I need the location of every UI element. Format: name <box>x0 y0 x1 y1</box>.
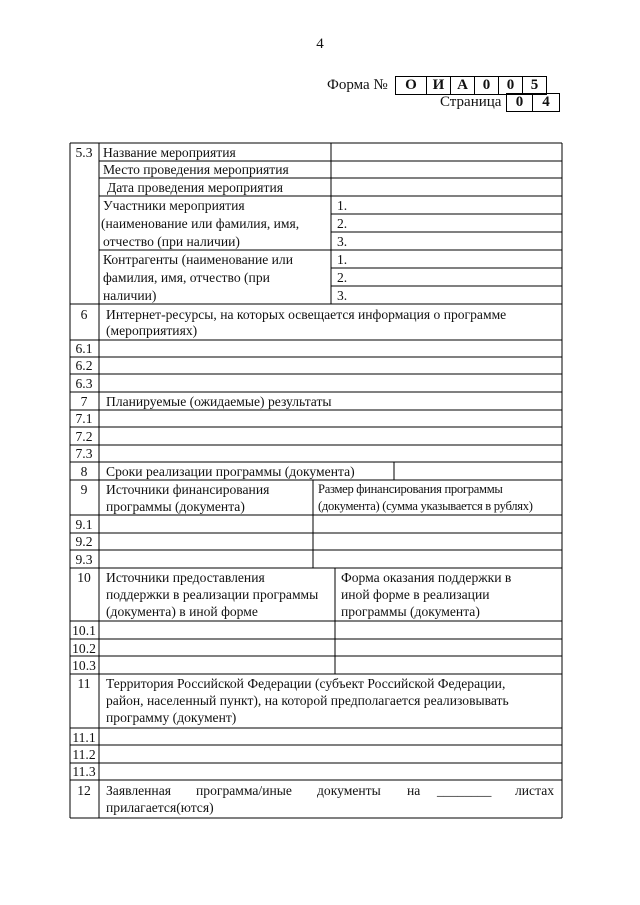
counterpart-item: 2. <box>337 270 348 285</box>
form-code-cell: О <box>405 77 417 93</box>
row-number: 10 <box>77 570 91 585</box>
page-number: 4 <box>316 36 324 52</box>
row-number: 10.3 <box>72 658 96 673</box>
program-terms-label: Сроки реализации программы (документа) <box>106 464 355 479</box>
attachments-word: Заявленная <box>106 783 171 798</box>
form-number-label: Форма № <box>327 77 388 93</box>
row-number: 12 <box>77 783 91 798</box>
attachments-line-2: прилагается(ются) <box>106 800 214 815</box>
funding-sources-label-line: программы (документа) <box>106 499 245 514</box>
form-code-cell: И <box>426 77 450 94</box>
funding-amount-label-line: Размер финансирования программы <box>318 482 503 496</box>
counterpart-item: 3. <box>337 288 348 303</box>
row-number: 7 <box>80 394 88 409</box>
row-number: 9.2 <box>75 534 93 549</box>
event-place-label: Место проведения мероприятия <box>103 162 289 177</box>
funding-amount-label-line: (документа) (сумма указывается в рублях) <box>318 499 533 513</box>
territory-label-line: район, населенный пункт), на которой предполагается реализовывать <box>106 693 509 708</box>
form-code-cell: А <box>450 77 474 94</box>
participants-label-line: (наименование или фамилия, имя, <box>101 216 300 231</box>
page-code-cell: 4 <box>532 94 559 111</box>
support-form-label-line: иной форме в реализации <box>341 587 490 602</box>
support-sources-label-line: поддержки в реализации программы <box>106 587 319 602</box>
row-number: 10.2 <box>72 641 96 656</box>
territory-label-line: Территория Российской Федерации (субъект Российской Федерации, <box>106 676 506 691</box>
attachments-word: листах <box>515 783 555 798</box>
event-date-label: Дата проведения мероприятия <box>107 180 284 195</box>
sheet-count-blank: ________ <box>437 783 492 798</box>
row-number: 6.2 <box>75 358 93 373</box>
row-number: 7.1 <box>75 411 93 426</box>
support-sources-label-line: (документа) в иной форме <box>106 604 258 619</box>
row-number: 9 <box>80 482 88 497</box>
row-number: 7.3 <box>75 446 93 461</box>
attachments-word: на <box>407 783 421 798</box>
row-number: 10.1 <box>72 623 96 638</box>
row-number: 11 <box>77 676 91 691</box>
funding-sources-label-line: Источники финансирования <box>106 482 270 497</box>
row-number: 9.1 <box>75 517 93 532</box>
counterparts-label-line: наличии) <box>103 288 157 303</box>
event-name-label: Название мероприятия <box>103 145 236 160</box>
form-code-cell: 5 <box>522 77 546 94</box>
form-code-cell: 0 <box>498 77 522 94</box>
row-number: 6 <box>80 307 88 322</box>
page-label: Страница <box>440 94 502 110</box>
attachments-word: документы <box>317 783 381 798</box>
page-code-cell: 0 <box>515 94 524 110</box>
support-form-label-line: Форма оказания поддержки в <box>341 570 512 585</box>
row-number: 6.3 <box>75 376 93 391</box>
row-number: 11.2 <box>72 747 96 762</box>
internet-resources-label-line: Интернет-ресурсы, на которых освещается информация о программе <box>106 307 507 322</box>
row-number: 5.3 <box>75 145 93 160</box>
row-number: 11.1 <box>72 730 96 745</box>
row-number: 6.1 <box>75 341 93 356</box>
counterparts-label-line: Контрагенты (наименование или <box>103 252 293 267</box>
participant-item: 2. <box>337 216 348 231</box>
row-number: 9.3 <box>75 552 93 567</box>
support-form-label-line: программы (документа) <box>341 604 480 619</box>
form-code-cell: 0 <box>474 77 498 94</box>
internet-resources-label-line: (мероприятиях) <box>106 323 198 338</box>
row-number: 8 <box>80 464 88 479</box>
attachments-word: программа/иные <box>196 783 292 798</box>
support-sources-label-line: Источники предоставления <box>106 570 265 585</box>
participant-item: 1. <box>337 198 348 213</box>
planned-results-label: Планируемые (ожидаемые) результаты <box>106 394 332 409</box>
participants-label-line: отчество (при наличии) <box>103 234 240 249</box>
participant-item: 3. <box>337 234 348 249</box>
row-number: 11.3 <box>72 764 96 779</box>
counterpart-item: 1. <box>337 252 348 267</box>
territory-label-line: программу (документ) <box>106 710 237 725</box>
row-number: 7.2 <box>75 429 93 444</box>
counterparts-label-line: фамилия, имя, отчество (при <box>103 270 270 285</box>
participants-label-line: Участники мероприятия <box>103 198 245 213</box>
